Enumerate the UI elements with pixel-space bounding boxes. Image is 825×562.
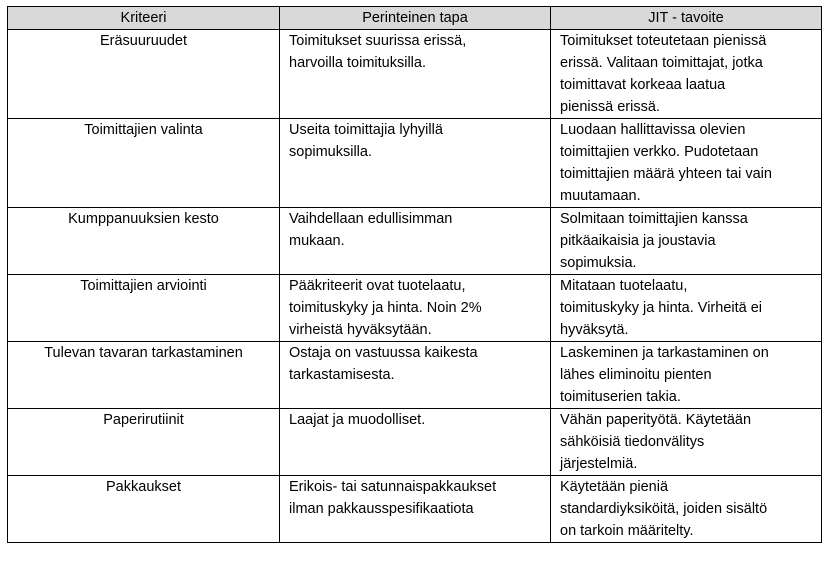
- cell-line: Vaihdellaan edullisimman: [289, 211, 453, 227]
- cell-line: pitkäaikaisia ja joustavia: [560, 233, 716, 249]
- header-jit: JIT - tavoite: [551, 7, 822, 30]
- criterion-cell: Toimittajien arviointi: [8, 275, 280, 342]
- cell-line: toimittajien määrä yhteen tai vain: [560, 166, 772, 182]
- cell-line: Laskeminen ja tarkastaminen on: [560, 345, 769, 361]
- cell-line: järjestelmiä.: [560, 456, 638, 472]
- table-row: [8, 119, 822, 208]
- traditional-cell: [280, 476, 551, 543]
- traditional-cell: [280, 119, 551, 208]
- jit-cell: [551, 119, 822, 208]
- cell-line: Toimitukset suurissa erissä,: [289, 33, 467, 49]
- jit-cell: [551, 342, 822, 409]
- table-row: [8, 409, 822, 476]
- cell-line: sopimuksilla.: [289, 144, 372, 160]
- cell-line: Toimitukset toteutetaan pienissä: [560, 33, 767, 49]
- cell-line: Useita toimittajia lyhyillä: [289, 122, 443, 138]
- criterion-cell: Toimittajien valinta: [8, 119, 280, 208]
- header-traditional: Perinteinen tapa: [280, 7, 551, 30]
- cell-line: toimittavat korkeaa laatua: [560, 77, 726, 93]
- table-row: [8, 275, 822, 342]
- jit-cell: [551, 409, 822, 476]
- cell-line: ilman pakkausspesifikaatiota: [289, 501, 474, 517]
- cell-line: tarkastamisesta.: [289, 367, 395, 383]
- criterion-cell: Eräsuuruudet: [8, 30, 280, 119]
- table-row: [8, 342, 822, 409]
- cell-line: muutamaan.: [560, 188, 641, 204]
- cell-line: erissä. Valitaan toimittajat, jotka: [560, 55, 763, 71]
- jit-cell: [551, 275, 822, 342]
- cell-line: on tarkoin määritelty.: [560, 523, 694, 539]
- traditional-cell: [280, 208, 551, 275]
- cell-line: Luodaan hallittavissa olevien: [560, 122, 746, 138]
- cell-line: sähköisiä tiedonvälitys: [560, 434, 705, 450]
- cell-line: mukaan.: [289, 233, 345, 249]
- jit-cell: [551, 476, 822, 543]
- cell-line: Solmitaan toimittajien kanssa: [560, 211, 748, 227]
- header-row: [8, 7, 822, 30]
- criterion-cell: Paperirutiinit: [8, 409, 280, 476]
- cell-line: Erikois- tai satunnaispakkaukset: [289, 479, 497, 495]
- cell-line: Laajat ja muodolliset.: [289, 412, 426, 428]
- criterion-cell: Tulevan tavaran tarkastaminen: [8, 342, 280, 409]
- cell-line: Käytetään pieniä: [560, 479, 669, 495]
- cell-line: Ostaja on vastuussa kaikesta: [289, 345, 478, 361]
- table-row: [8, 30, 822, 119]
- table-row: [8, 476, 822, 543]
- jit-cell: [551, 30, 822, 119]
- cell-line: Pääkriteerit ovat tuotelaatu,: [289, 278, 466, 294]
- comparison-table: [7, 6, 822, 543]
- jit-cell: [551, 208, 822, 275]
- criterion-cell: Kumppanuuksien kesto: [8, 208, 280, 275]
- cell-line: sopimuksia.: [560, 255, 637, 271]
- cell-line: pienissä erissä.: [560, 99, 660, 115]
- criterion-cell: Pakkaukset: [8, 476, 280, 543]
- cell-line: toimituskyky ja hinta. Noin 2%: [289, 300, 482, 316]
- traditional-cell: [280, 409, 551, 476]
- cell-line: harvoilla toimituksilla.: [289, 55, 426, 71]
- cell-line: toimittajien verkko. Pudotetaan: [560, 144, 759, 160]
- cell-line: virheistä hyväksytään.: [289, 322, 432, 338]
- cell-line: Mitataan tuotelaatu,: [560, 278, 688, 294]
- header-criterion: Kriteeri: [8, 7, 280, 30]
- traditional-cell: [280, 275, 551, 342]
- cell-line: standardiyksiköitä, joiden sisältö: [560, 501, 768, 517]
- cell-line: Vähän paperityötä. Käytetään: [560, 412, 752, 428]
- cell-line: toimituskyky ja hinta. Virheitä ei: [560, 300, 763, 316]
- traditional-cell: [280, 30, 551, 119]
- table-row: [8, 208, 822, 275]
- cell-line: hyväksytä.: [560, 322, 629, 338]
- cell-line: lähes eliminoitu pienten: [560, 367, 712, 383]
- traditional-cell: [280, 342, 551, 409]
- cell-line: toimituserien takia.: [560, 389, 681, 405]
